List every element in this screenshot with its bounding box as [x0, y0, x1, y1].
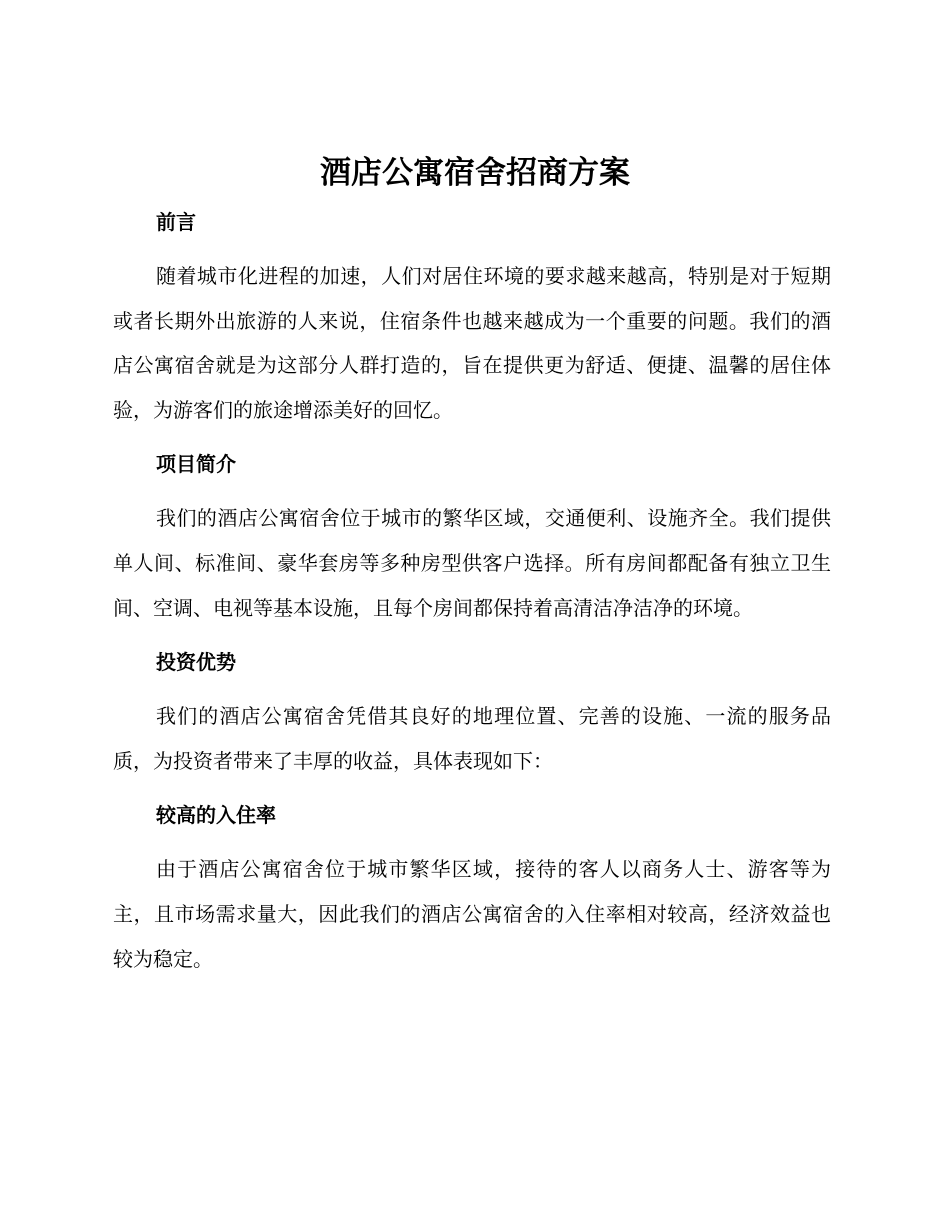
- section-heading: 前言: [156, 210, 196, 234]
- section-heading: 较高的入住率: [156, 803, 276, 828]
- section-investment-advantages: [113, 639, 831, 792]
- section-paragraph: 我们的酒店公寓宿舍凭借其良好的地理位置、完善的设施、一流的服务品质，为投资者带来了丰厚的收益，具体表现如下：: [113, 704, 831, 773]
- document-body: [113, 199, 831, 981]
- section-project-intro: [113, 441, 831, 639]
- section-preface: [113, 199, 831, 441]
- section-heading: 项目简介: [156, 452, 236, 477]
- section-paragraph: 我们的酒店公寓宿舍位于城市的繁华区域，交通便利、设施齐全。我们提供单人间、标准间、豪华套房等多种房型供客户选择。所有房间都配备有独立卫生间、空调、电视等基本设施，且每个房间都保持着高清洁净洁净的环境。: [113, 506, 831, 620]
- section-occupancy-rate: [113, 792, 831, 981]
- section-paragraph: 由于酒店公寓宿舍位于城市繁华区域，接待的客人以商务人士、游客等为主，且市场需求量大，因此我们的酒店公寓宿舍的入住率相对较高，经济效益也较为稳定。: [113, 857, 831, 971]
- section-heading: 投资优势: [156, 650, 236, 675]
- document-title: 酒店公寓宿舍招商方案: [320, 155, 630, 191]
- section-paragraph: 随着城市化进程的加速，人们对居住环境的要求越来越高，特别是对于短期或者长期外出旅游的人来说，住宿条件也越来越成为一个重要的问题。我们的酒店公寓宿舍就是为这部分人群打造的，旨在提供更为舒适、便捷、温馨的居住体验，为游客们的旅途增添美好的回忆。: [113, 264, 831, 422]
